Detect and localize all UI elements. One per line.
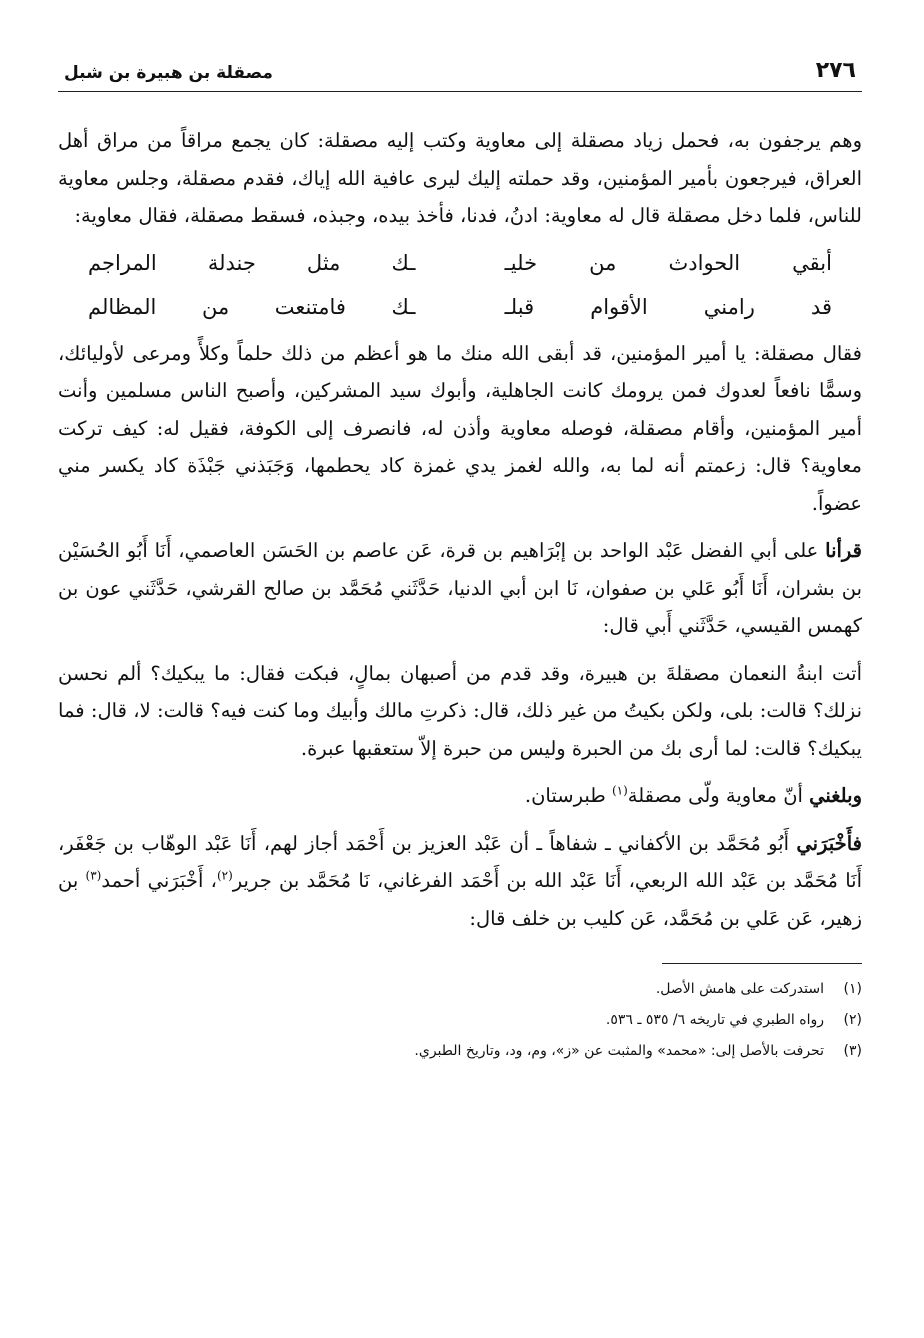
paragraph-text: أتت ابنةُ النعمان مصقلةَ بن هبيرة، وقد قدم من أصبهان بمالٍ، فبكت فقال: ما يبكيك؟ ألم نحسن نزلك؟ قالت: بلى، ولكن بكيتُ من غير ذلك، قال: ذكرتِ مالك وأبيك وما كنت فيه؟ قالت: لا، قال: فما يبكيك؟ قالت: لما أرى بك من الحبرة وليس من حبرة إلاّ ستعقبها عبرة. [58,661,862,760]
poem [58,241,862,329]
paragraph-5 [58,777,862,815]
footnote-text: تحرفت بالأصل إلى: «محمد» والمثبت عن «ز»، وم، ود، وتاريخ الطبري. [414,1043,824,1059]
footnote-number: (٢) [843,1012,862,1028]
paragraph-text: أَبُو مُحَمَّد بن الأكفاني ـ شفاهاً ـ أن عَبْد العزيز بن أَحْمَد أجاز لهم، أَنَا عَبْد الوهّاب بن جَعْفَر، أَنَا مُحَمَّد بن عَبْد الله الربعي، أَنَا عَبْد الله بن أَحْمَد الفرغاني، نَا مُحَمَّد بن جرير [58,831,862,892]
footnote-ref-2[interactable]: (٢) [216,868,233,883]
paragraph-lead-word: وبلغني [809,784,862,807]
paragraph-1 [58,122,862,235]
poem-verse-2 [88,285,832,329]
footnote-number: (٣) [843,1043,862,1059]
paragraph-lead-word: قرأنا [825,539,862,562]
footnote-divider [662,963,862,964]
paragraph-6 [58,825,862,938]
footnote-3 [58,1036,862,1067]
verse-first-hemistich: أبقي الحوادث من خليـ [504,250,832,275]
paragraph-text-tail: ، أَخْبَرَني أحمد [101,869,217,892]
footnotes [58,974,862,1067]
footnote-2 [58,1005,862,1036]
page-number: ٢٧٦ [815,58,856,83]
footnote-text: رواه الطبري في تاريخه ٦/ ٥٣٥ ـ ٥٣٦. [605,1012,824,1028]
paragraph-text: على أبي الفضل عَبْد الواحد بن إبْرَاهيم بن قرة، عَن عاصم بن الحَسَن العاصمي، أَنَا أَبُو الحُسَيْن بن بشران، أَنَا أَبُو عَلي بن صفوان، نَا ابن أبي الدنيا، حَدَّثَني مُحَمَّد بن صالح القرشي، حَدَّثَني عون بن كهمس القيسي، حَدَّثَني أَبي قال: [58,539,862,637]
paragraph-text-tail: طبرستان. [524,784,612,807]
paragraph-2 [58,335,862,523]
verse-second-hemistich: ـك فامتنعت من المظالم [88,294,416,319]
footnote-1 [58,974,862,1005]
paragraph-4 [58,655,862,768]
running-title: مصقلة بن هبيرة بن شبل [64,63,273,83]
footnote-ref-1[interactable]: (١) [611,783,628,798]
page-body [58,122,862,1067]
paragraph-text: وهم يرجفون به، فحمل زياد مصقلة إلى معاوية وكتب إليه مصقلة: كان يجمع مراقاً من مراق أهل العراق، فيرجعون بأمير المؤمنين، وقد حملته إليك ليرى عافية الله إياك، فقدم مصقلة، وجلس معاوية للناس، فلما دخل مصقلة قال له معاوية: ادنُ، فدنا، فأخذ بيده، وجبذه، فسقط مصقلة، فقال معاوية: [58,129,862,227]
footnote-number: (١) [843,981,862,997]
paragraph-lead-word: فأَخْبَرَني [796,831,862,855]
verse-first-hemistich: قد رامني الأقوام قبلـ [504,294,832,319]
verse-second-hemistich: ـك مثل جندلة المراجم [88,250,416,275]
paragraph-text-tail: بن زهير، عَن عَلي بن مُحَمَّد، عَن كليب بن خلف قال: [58,869,862,930]
paragraph-text: أنّ معاوية ولّى مصقلة [627,784,810,807]
footnote-ref-3[interactable]: (٣) [85,868,102,883]
page-header [58,58,862,92]
footnote-text: استدركت على هامش الأصل. [655,981,824,997]
paragraph-text: فقال مصقلة: يا أمير المؤمنين، قد أبقى الله منك ما هو أعظم من ذلك حلماً وكلأً ومرعى لأوليائك، وسمًّا نافعاً لعدوك فمن يرومك كانت الجاهلية، وأبوك سيد المشركين، وأصبح الناس مسلمين وأنت أمير المؤمنين، وأقام مصقلة، فوصله معاوية وأذن له، فانصرف إلى الكوفة، فقيل له: كيف تركت معاوية؟ قال: زعمتم أنه لما به، والله لغمز يدي غمزة كاد يحطمها، وَجَبَذني جَبْذَة كاد يكسر مني عضواً. [58,341,862,515]
paragraph-3 [58,532,862,645]
poem-verse-1 [88,241,832,285]
